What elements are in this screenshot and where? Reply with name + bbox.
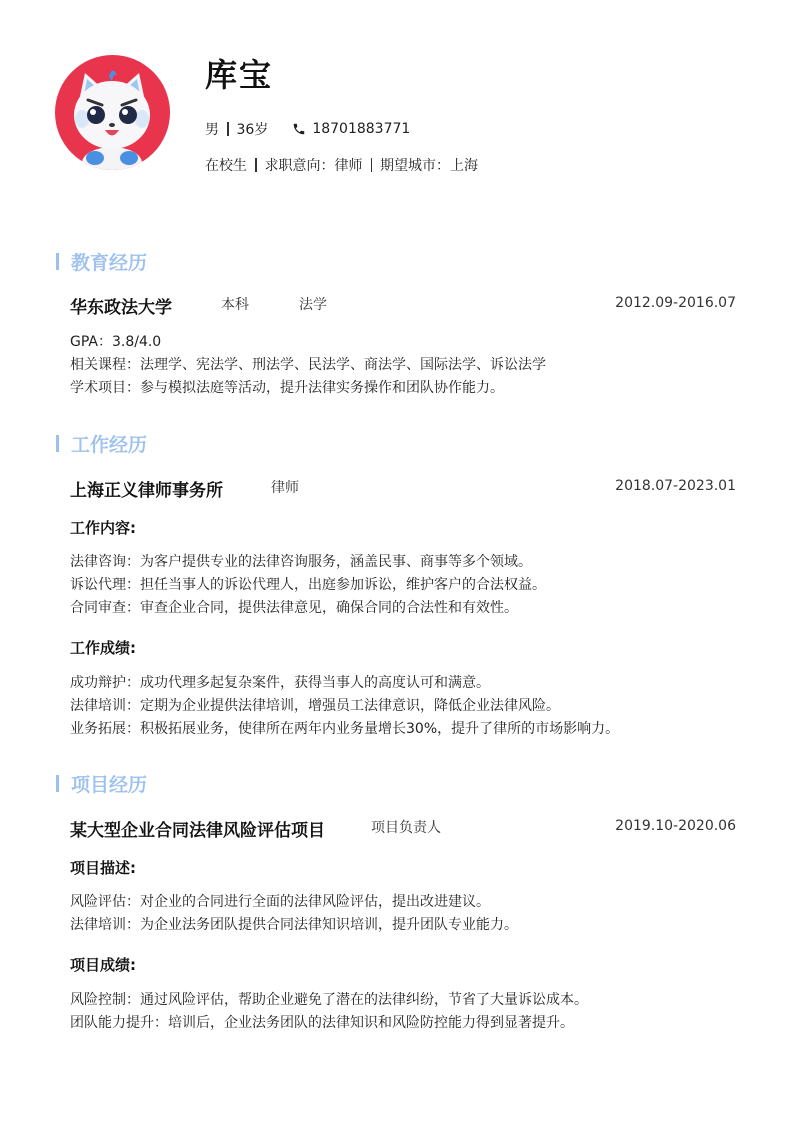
project-desc-line: 法律培训：为企业法务团队提供合同法律知识培训，提升团队专业能力。 [70,917,518,933]
phone-number: 18701883771 [312,121,411,137]
work-content-heading: 工作内容: [70,519,136,537]
work-achievements-heading: 工作成绩: [70,639,136,657]
job-role: 律师 [271,480,299,496]
section-marker [56,435,59,452]
student-status: 在校生 [205,158,247,174]
work-content-line: 诉讼代理：担任当事人的诉讼代理人，出庭参加诉讼，维护客户的合法权益。 [70,577,546,593]
expected-city: 期望城市：上海 [380,158,478,174]
education-line: 相关课程：法理学、宪法学、刑法学、民法学、商法学、国际法学、诉讼法学 [70,357,546,373]
project-date: 2019.10-2020.06 [615,818,736,834]
school-name: 华东政法大学 [70,298,172,318]
section-marker [56,253,59,270]
section-work [56,430,147,457]
project-result-line: 风险控制：通过风险评估，帮助企业避免了潜在的法律纠纷，节省了大量诉讼成本。 [70,992,588,1008]
cat-mascot-avatar [55,55,170,170]
job-intent: 求职意向：律师 [264,158,363,174]
gender: 男 [205,122,219,138]
section-title: 项目经历 [71,774,148,796]
work-achievement-line: 业务拓展：积极拓展业务，使律所在两年内业务量增长30%，提升了律所的市场影响力。 [70,721,620,737]
section-education [56,248,147,275]
project-desc-line: 风险评估：对企业的合同进行全面的法律风险评估，提出改进建议。 [70,894,490,910]
work-achievement-line: 成功辩护：成功代理多起复杂案件，获得当事人的高度认可和满意。 [70,675,490,691]
company-name: 上海正义律师事务所 [70,481,223,501]
job-intent-row [205,155,478,175]
divider [371,158,373,172]
phone-icon [292,122,306,136]
major: 法学 [299,297,327,313]
project-role: 项目负责人 [371,820,441,836]
divider [255,158,257,172]
project-result-line: 团队能力提升：培训后，企业法务团队的法律知识和风险防控能力得到显著提升。 [70,1015,574,1031]
education-line: GPA：3.8/4.0 [70,334,162,350]
education-line: 学术项目：参与模拟法庭等活动，提升法律实务操作和团队协作能力。 [70,380,504,396]
section-marker [56,775,59,792]
divider [227,122,229,136]
age: 36岁 [236,122,269,138]
education-date: 2012.09-2016.07 [615,295,736,311]
work-date: 2018.07-2023.01 [615,478,736,494]
work-content-line: 法律咨询：为客户提供专业的法律咨询服务，涵盖民事、商事等多个领域。 [70,554,532,570]
work-content-line: 合同审查：审查企业合同，提供法律意见，确保合同的合法性和有效性。 [70,600,518,616]
project-results-heading: 项目成绩: [70,956,136,974]
section-project [56,770,147,797]
avatar [55,55,170,170]
work-achievement-line: 法律培训：定期为企业提供法律培训，增强员工法律意识，降低企业法律风险。 [70,698,560,714]
section-title: 教育经历 [71,252,148,274]
project-name: 某大型企业合同法律风险评估项目 [70,821,325,841]
candidate-name: 库宝 [205,56,274,94]
section-title: 工作经历 [71,434,148,456]
degree: 本科 [221,297,249,313]
project-desc-heading: 项目描述: [70,859,136,877]
basic-info-row [205,119,410,139]
